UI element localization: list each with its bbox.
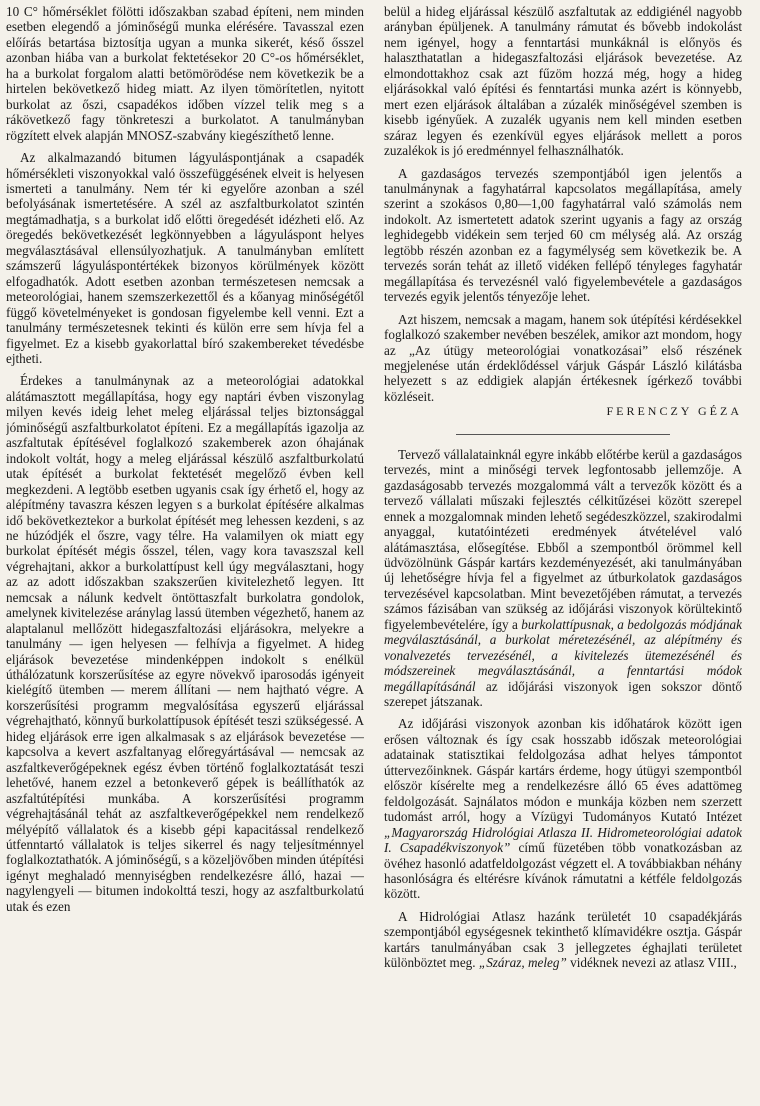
paragraph: Azt hiszem, nemcsak a magam, hanem sok útépítési kérdésekkel foglalkozó szakember nevében beszélek, amikor azt mondom, hogy az „Az útügy meteorológiai vonatkozásai” első részének megjelenése után érdeklődéssel várjuk Gáspár László kilátásba helyezett s az eddigiek alapján értékesnek ígérkező további közléseit. bbox=[384, 311, 742, 404]
right-column bbox=[384, 4, 742, 1106]
paragraph: A gazdaságos tervezés szempontjából igen jelentős a tanulmánynak a fagyhatárral kapcsolatos megállapítása, amely szerint a szokásos 0,80—1,00 fagyhatárral való számolás nem indokolt. Az ismertetett adatok szerint ugyanis a fagy az ország leghidegebb vidékein sem terjed 60 cm mélység alá. Az ország legtöbb részén azonban ez a fagymélység sem következik be. A tervezés során tehát az illető vidéken fellépő tényleges fagyhatár megállapítása és tervezésnél való figyelembevétele a gazdaságos tervezés egyik jelentős tényezője lehet. bbox=[384, 165, 742, 305]
paragraph: Az alkalmazandó bitumen lágyuláspontjának a csapadék hőmérsékleti viszonyokkal való összefüggésének elveit is helyesen ismerteti a tanulmány. Nem tér ki egyelőre azonban a szél befolyásának ismertetésére. A szél az aszfaltburkolatot szintén megtámadhatja, s a burkolat idő előtti öregedését idézheti elő. Az öregedés bekövetkezését legkönnyebben a lágyuláspont helyes megválasztásával ellensúlyozhatjuk. A tanulmányban említett számszerű lágyuláspontértékek bizonyos körülmények között elfogadhatók. Adott esetben azonban természetesen nemcsak a meteorológiai, hanem szemszerkezettől és a kőanyag minőségétől függő követelményeket is gondosan figyelembe kell venni. Ezt a tanulmány természetesnek tekinti és külön erre sem hívja fel a figyelmet. Ez a kisebb gyakorlattal bíró szakembereket tévedésbe ejtheti. bbox=[6, 150, 364, 366]
paragraph bbox=[384, 909, 742, 971]
text-run: Az időjárási viszonyok azonban kis időhatárok között igen erősen változnak és így csak hosszabb időszak meteorológiai adatainak statisztikai feldolgozása adhat helyes támpontot úttervezőinknek. Gáspár kartárs érdeme, hogy útügyi szempontból először kísérelte meg a rendelkezésre álló 65 éves adattömeg feldolgozását. Sajnálatos módon e munkája közben nem szerzett tudomást arról, hogy a Vízügyi Tudományos Kutató Intézet bbox=[384, 716, 742, 825]
paragraph bbox=[384, 716, 742, 901]
text-run: A Hidrológiai Atlasz hazánk területét 10 csapadékjárás szempontjából egységesnek tekinthető klímavidékre osztja. Gáspár kartárs tanulmányában csak 3 jellegzetes éghajlati területet különböztet meg. bbox=[384, 908, 742, 971]
italic-text-run: „Száraz, meleg” bbox=[478, 955, 567, 971]
paragraph bbox=[384, 447, 742, 710]
paragraph: belül a hideg eljárással készülő aszfaltutak az eddigiénél nagyobb arányban épüljenek. A tanulmány rámutat és bővebb indokolást nem igényel, hogy a fenntartási munkáknál is előnyös és halaszthatatlan a hidegaszfaltozási eljárások bevezetése. Az elmondottakhoz csak azt fűzöm hozzá még, hogy a hideg eljárásokkal való építési és fenntartási munka azért is könnyebb, mert ezen eljárások általában a zúzalék minőségével szemben is kisebb igényűek. A zuzalék ugyanis nem kell minden esetben száraz legyen és ezenkívül egyes eljárások mellett a poros zuzalékok is jó eredménnyel felhasználhatók. bbox=[384, 4, 742, 159]
text-run: című füzetében több vonatkozásban az övéhez hasonló adatfeldolgozást végzett el. A továbbiakban néhány hasonlóságra és eltérésre kívánok rámutatni a kétféle feldolgozás között. bbox=[384, 840, 742, 902]
paragraph: Érdekes a tanulmánynak az a meteorológiai adatokkal alátámasztott megállapítása, hogy egy naptári évben viszonylag milyen kevés ideig lehet meleg eljárással teljes biztonsággal jóminőségű aszfaltburkolatot építeni. Ez a megállapítás igazolja az aszfaltutak építésével foglalkozó szakemberek azon óhajának indokolt voltát, hogy a meleg eljárással készülő aszfaltburkolatú utak építését a burkolat fektetését megelőző évben kell megkezdeni. A legtöbb esetben ugyanis csak így érhető el, hogy az alépítmény tavaszra készen legyen s a burkolat építésére alkalmas idő bekövetkeztekor a burkolat építését meg lehessen kezdeni, s az ne húzódjék el őszre, vagy télre. Ha valamilyen ok miatt egy burkolat építését mégis ősszel, télen, vagy kora tavaszszal kell végrehajtani, akkor a burkolattípust kell úgy megválasztani, hogy az az adott időszakban szakszerűen kivitelezhető legyen. Itt nemcsak a nálunk kedvelt öntöttaszfalt burkolatra gondolok, amelynek kivitelezése aránylag lassú ütemben végezhető, hanem az alaptalanul mellőzött hidegaszfaltozási eljárásokra, melyekre a tanulmány — igen helyesen — felhívja a figyelmet. A hideg eljárások bevezetése mindenképpen indokolt s enélkül úthálózatunk korszerűsítése az egyre növekvő iparosodás igényeit kielégítő ütemben — merem állítani — nem hajtható végre. A korszerűsítési programm megvalósítása egyszerű eljárással végrehajtható, könnyű burkolattípusok építését teszi szükségessé. A hideg eljárások erre igen alkalmasak s az eljárások bevezetése — kapcsolva a kevert aszfaltanyag előregyártásával — nemcsak az aszfaltkeverőgépeknek egész évben történő foglalkoztatását teszi lehetővé, hanem ezzel a betonkeverő gépek is beállíthatók az aszfaltútépítési munkába. A korszerűsítési programm végrehajtásánál tehát az aszfaltkeverőgépekkel nem rendelkező mélyépítő vállalatok és a kisebb gépi kapacitással rendelkező útfenntartó vállalatok is teljes sikerrel és nagy teljesítménnyel foglalkoztathatók. A jóminőségű, s a közeljövőben minden útépítési igényt meghaladó mennyiségben rendelkezésre álló, hazai — nagylengyeli — bitumen indokolttá teszi, hogy az aszfaltburkolatú utak és ezen bbox=[6, 373, 364, 914]
author-signature: FERENCZY GÉZA bbox=[606, 404, 742, 419]
paragraph: 10 C° hőmérséklet fölötti időszakban szabad építeni, nem minden esetben elegendő a jóminőségű munka elérésére. Tavasszal ezen előírás betartása biztosítja ugyan a munka sikerét, késő ősszel azonban hiába van a burkolat fektetésekor 20 C°-os hőmérséklet, ha a burkolat forgalom alatti betömörödése nem következik be a hirtelen bekövetkező hideg miatt. Az ilyen tömörítetlen, nyitott burkolat az őszi, csapadékos időben vízzel telik meg s a rákövetkező fagy tönkreteszi a burkolatot. A tanulmányban rögzített elvek alapján MNOSZ-szabvány kiegészíthető lenne. bbox=[6, 4, 364, 143]
italic-text-run: „Magyarország Hidrológiai Atlasza II. Hidrometeorológiai adatok I. Csapadékviszonyok” bbox=[384, 824, 742, 856]
section-divider bbox=[456, 434, 671, 435]
text-run: Tervező vállalatainknál egyre inkább előtérbe kerül a gazdaságos tervezés, mint a minőségi tervek legfontosabb jellemzője. A gazdaságosabb tervezés mozgalommá vált a tervezők között és a tervező vállalati műszaki fejlesztés célkitűzései között szerepel ennek a mozgalomnak minden lehető segédeszközzel, szakirodalmi anyaggal, kutatóintézeti eredmények átvételével való alátámasztása, elősegítése. Ebből a szempontból örömmel kell üdvözölnünk Gáspár kartárs kezdeményezését, aki tanulmányában új lehetőségre hívja fel a figyelmet az útburkolatok gazdaságos tervezésével kapcsolatban. Mint bevezetőjében rámutat, a tervezés számos fázisában van szükség az időjárási viszonyok körültekintő figyelembevételére, így a bbox=[384, 446, 742, 632]
left-column bbox=[6, 4, 364, 1106]
italic-text-run: burkolattípusnak, a bedolgozás módjának megválasztásánál, a burkolat méretezésénél, az alépítmény és vonalvezetés tervezésénél, a kivitelezés ütemezésénél és módszereinek megválasztásánál, a fenntartási módok megállapításánál bbox=[384, 616, 742, 694]
text-run: vidéknek nevezi az atlasz VIII., bbox=[566, 955, 737, 971]
text-run: az időjárási viszonyok igen sokszor döntő szerepet játszanak. bbox=[384, 678, 742, 710]
